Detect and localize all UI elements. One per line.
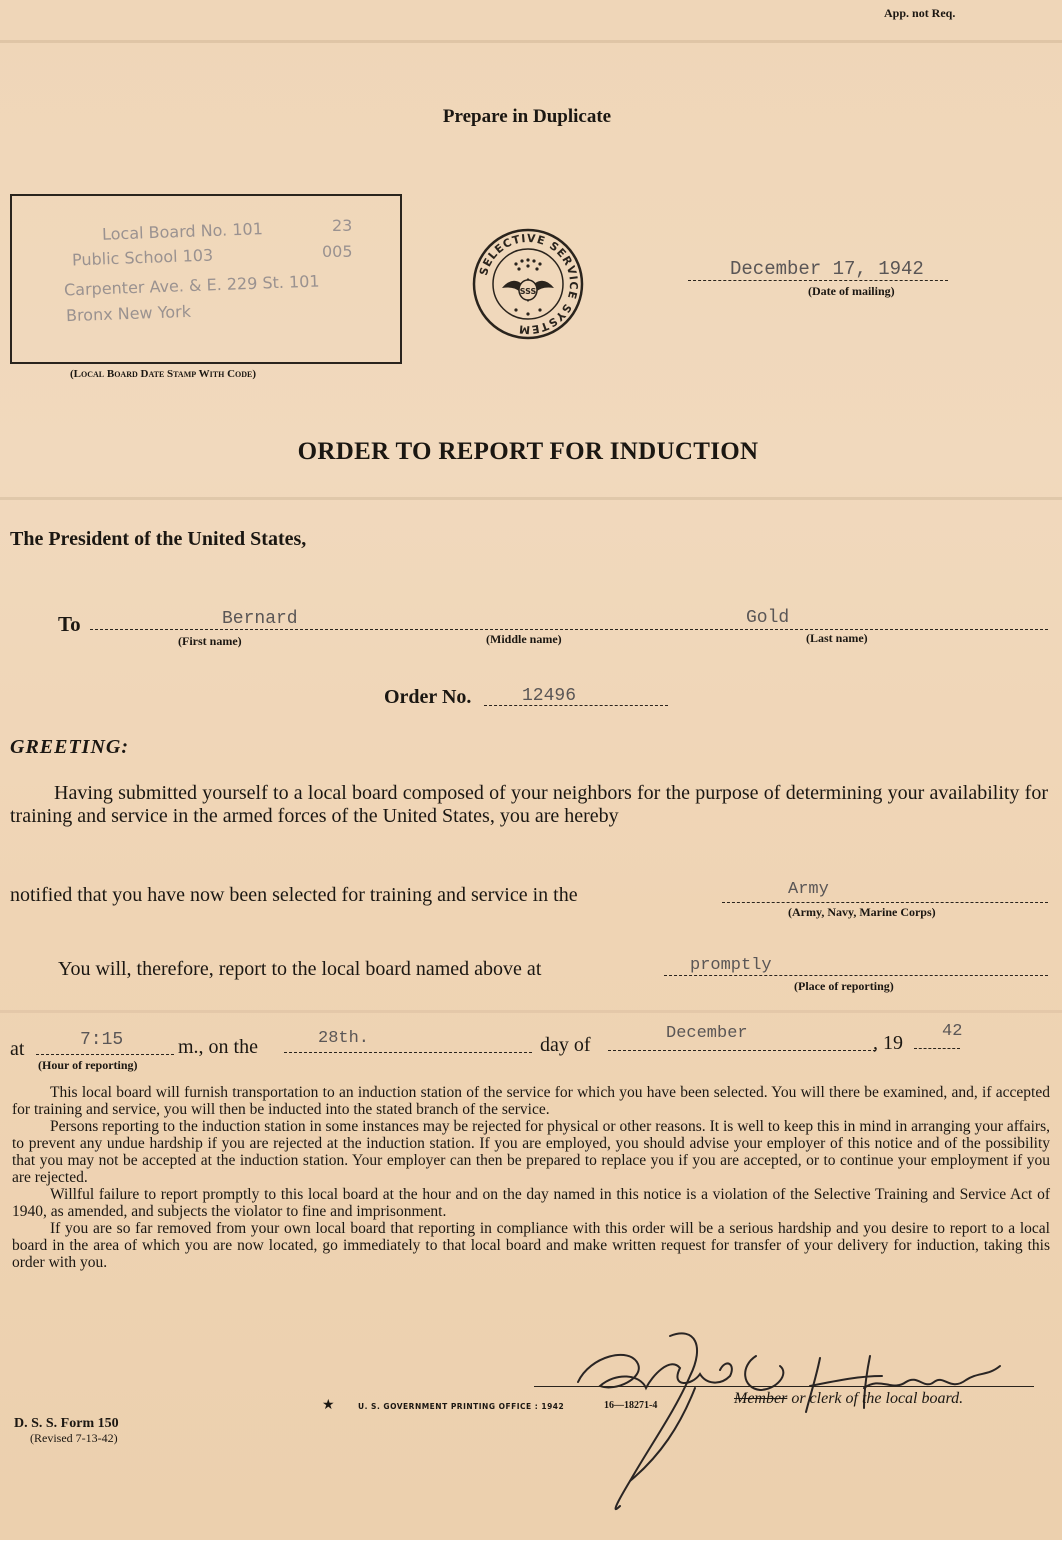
stamp-line-2: Public School 103 — [71, 245, 214, 270]
service-caption: (Army, Navy, Marine Corps) — [788, 905, 936, 919]
signature-member-struck: Member — [734, 1390, 788, 1407]
year-value: 42 — [942, 1022, 963, 1041]
service-text: notified that you have now been selected for training and service in the — [10, 884, 578, 906]
m-on-the-text: m., on the — [178, 1036, 258, 1058]
last-name-caption: (Last name) — [806, 631, 868, 645]
salutation: The President of the United States, — [10, 528, 307, 550]
gpo-code: 16—18271-4 — [604, 1400, 658, 1411]
year-prefix: , 19 — [873, 1032, 903, 1054]
first-name-value: Bernard — [222, 609, 298, 629]
report-caption: (Place of reporting) — [794, 979, 894, 993]
instruction-paragraph: This local board will furnish transportation to an induction station of the service for which you have been selected. You will there be examined, and, if accepted for training and service, you will then be inducted into the stated branch of the service. — [12, 1084, 1050, 1118]
stamp-line-3: Carpenter Ave. & E. 229 St. 101 — [63, 271, 320, 300]
year-line — [914, 1048, 960, 1049]
mailing-date: December 17, 1942 — [730, 258, 924, 280]
instruction-paragraph: If you are so far removed from your own local board that reporting in compliance with this order will be a serious hardship and you desire to report to a local board in the area of which you are now located, go immediately to that local board and make written request for transfer of your delivery for induction, taking this order with you. — [12, 1220, 1050, 1271]
signature — [520, 1316, 1020, 1516]
star-icon: ★ — [322, 1398, 335, 1413]
form-revised: (Revised 7-13-42) — [30, 1431, 118, 1445]
month-value: December — [666, 1024, 748, 1043]
service-value: Army — [788, 880, 829, 899]
gpo-imprint: U. S. GOVERNMENT PRINTING OFFICE : 1942 — [358, 1402, 565, 1411]
report-line — [664, 975, 1048, 976]
to-label: To — [58, 612, 81, 636]
selective-service-seal — [472, 228, 584, 340]
mailing-date-line — [688, 280, 948, 281]
fold-crease — [0, 40, 1062, 43]
prepare-note — [0, 106, 1062, 128]
to-name-line — [90, 629, 1048, 630]
stamp-code-2: 005 — [322, 242, 353, 261]
app-note: App. not Req. — [884, 6, 956, 20]
seal-ring-text: SELECTIVE SERVICE SYSTEM — [476, 231, 581, 337]
report-value: promptly — [690, 956, 772, 975]
day-value: 28th. — [318, 1029, 370, 1048]
order-label: Order No. — [384, 686, 472, 708]
last-name-value: Gold — [746, 608, 790, 628]
instruction-paragraph: Persons reporting to the induction station in some instances may be rejected for physical or other reasons. It is well to keep this in mind in arranging your affairs, to prevent any undue hardship if you are rejected at the induction station. If you are employed, you should advise your employer of this notice and of the possibility that you may not be accepted at the induction station. Your employer can then be prepared to replace you if you are accepted, or to continue your employment if you are rejected. — [12, 1118, 1050, 1186]
hour-line — [36, 1054, 174, 1055]
fold-crease — [0, 1010, 1062, 1013]
stamp-line-4: Bronx New York — [65, 301, 192, 326]
form-number: D. S. S. Form 150 — [14, 1416, 119, 1431]
signature-caption-rest: or clerk of the local board. — [787, 1390, 964, 1407]
middle-name-caption: (Middle name) — [486, 632, 562, 646]
instruction-paragraph: Willful failure to report promptly to this local board at the hour and on the day named in this notice is a violation of the Selective Training and Service Act of 1940, as amended, and subjects the violator to fine and imprisonment. — [12, 1186, 1050, 1220]
day-line — [284, 1052, 532, 1053]
date-stamp-box — [10, 194, 402, 364]
stamp-caption: (Local Board Date Stamp With Code) — [70, 368, 257, 380]
prepare-text: Prepare in Duplicate — [442, 106, 612, 127]
mailing-date-caption: (Date of mailing) — [808, 284, 895, 298]
hour-value: 7:15 — [80, 1030, 124, 1050]
seal-icon — [472, 228, 584, 340]
instructions — [12, 1084, 1050, 1271]
first-name-caption: (First name) — [178, 634, 242, 648]
signature-line — [534, 1386, 1034, 1387]
stamp-line-1: Local Board No. 101 — [101, 219, 264, 244]
signature-icon — [520, 1316, 1020, 1516]
opening-paragraph: Having submitted yourself to a local board composed of your neighbors for the purpose of determining your availability for training and service in the armed forces of the United States, you are hereby — [10, 782, 1048, 827]
fold-crease — [0, 497, 1062, 500]
greeting: GREETING: — [10, 736, 130, 758]
report-text: You will, therefore, report to the local board named above at — [58, 958, 542, 980]
signature-caption — [734, 1390, 963, 1408]
service-line — [722, 902, 1048, 903]
title-text: ORDER TO REPORT FOR INDUCTION — [297, 438, 759, 465]
seal-center-text: SSS — [519, 287, 537, 296]
stamp-code-1: 23 — [332, 216, 353, 235]
at-label: at — [10, 1038, 25, 1060]
order-number-value: 12496 — [522, 686, 577, 706]
month-line — [608, 1050, 876, 1051]
document-title — [0, 438, 1062, 466]
hour-caption: (Hour of reporting) — [38, 1058, 138, 1072]
day-of-text: day of — [540, 1034, 591, 1056]
